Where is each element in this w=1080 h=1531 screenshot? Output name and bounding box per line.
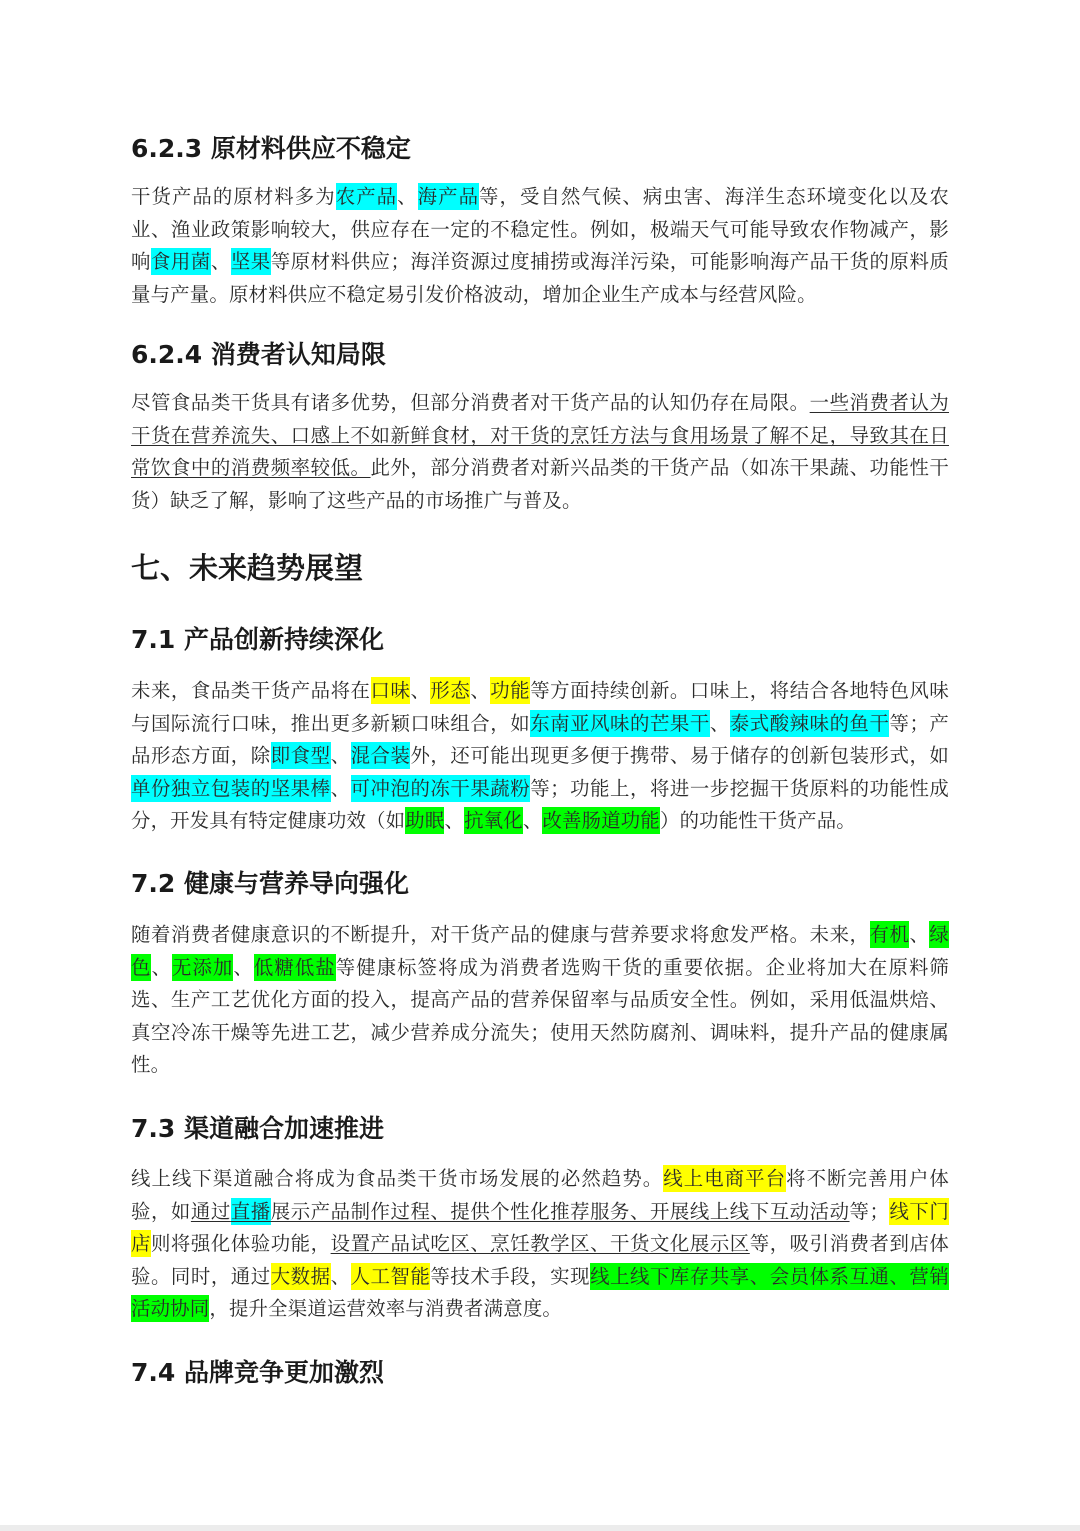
highlight-green: 抗氧化 bbox=[464, 809, 523, 832]
highlight-cyan: 即食型 bbox=[270, 744, 331, 767]
heading-7-1: 7.1 产品创新持续深化 bbox=[131, 625, 384, 654]
text-run: 等原材料供应；海洋资源过度捕捞或海洋污染，可能影响海产品干货的原料质量与产量。原材料供应不稳定易引发价格波动，增加企业生产成本与经营风险。 bbox=[131, 250, 949, 306]
text-run: 、 bbox=[909, 923, 930, 946]
heading-6-2-4: 6.2.4 消费者认知局限 bbox=[131, 340, 386, 369]
section-7-3 bbox=[131, 1114, 949, 1144]
text-run: 外，还可能出现更多便于携带、易于储存的创新包装形式，如 bbox=[410, 744, 950, 767]
highlight-cyan: 混合装 bbox=[350, 744, 411, 767]
section-7-4 bbox=[131, 1358, 949, 1388]
highlight-green: 无添加 bbox=[171, 955, 234, 979]
text-run: 尽管食品类干货具有诸多优势，但部分消费者对干货产品的认知仍存在局限。 bbox=[131, 391, 810, 414]
highlight-green: 低糖低盐 bbox=[253, 955, 336, 979]
text-run: 、 bbox=[709, 711, 730, 735]
highlight-cyan: 可冲泡的冻干果蔬粉 bbox=[350, 776, 531, 800]
text-run: 、 bbox=[444, 809, 465, 832]
highlight-green: 有机 bbox=[869, 923, 910, 946]
text-run: 未来，食品类干货产品将在 bbox=[131, 679, 371, 702]
highlight-yellow: 口味 bbox=[370, 679, 411, 702]
highlight-yellow: 人工智能 bbox=[350, 1264, 431, 1288]
underlined-text: 展示产品制作过程、提供个性化推荐服务、开展线上线下互动活动 bbox=[270, 1199, 850, 1223]
highlight-yellow: 大数据 bbox=[270, 1264, 331, 1288]
text-run: 、 bbox=[151, 955, 172, 979]
paragraph-7-2 bbox=[131, 919, 949, 1082]
text-run: 此外，部分消费者对新兴品类的干货产品（如冻干果蔬、功能性干货）缺乏了解，影响了这些产品的市场推广与普及。 bbox=[131, 456, 949, 512]
body-text bbox=[131, 1163, 949, 1326]
paragraph-7-1 bbox=[131, 675, 949, 838]
text-run: ，提升全渠道运营效率与消费者满意度。 bbox=[209, 1297, 563, 1320]
text-run: 等； bbox=[849, 1199, 890, 1223]
text-run: 则将强化体验功能， bbox=[150, 1232, 331, 1255]
highlight-cyan: 海产品 bbox=[417, 185, 480, 208]
body-text bbox=[131, 919, 949, 1082]
text-run: 、 bbox=[470, 679, 491, 702]
highlight-cyan: 食用菌 bbox=[150, 250, 211, 273]
underlined-text: 设置产品试吃区、烹饪教学区、干货文化展示区 bbox=[330, 1232, 750, 1255]
underlined-text: 通过 bbox=[190, 1199, 231, 1223]
paragraph-6-2-4 bbox=[131, 387, 949, 517]
text-run: 等，吸引消费者到店体验。同时，通过 bbox=[131, 1232, 949, 1288]
highlight-yellow: 线下门店 bbox=[131, 1199, 949, 1255]
body-text bbox=[131, 387, 949, 517]
underlined-text: 一些消费者认为干货在营养流失、口感上不如新鲜食材，对干货的烹饪方法与食用场景了解不足，导致其在日常饮食中的消费频率较低。 bbox=[131, 391, 949, 479]
text-run: 等；功能上，将进一步挖掘干货原料的功能性成分，开发具有特定健康功效（如 bbox=[131, 776, 950, 832]
chapter-7 bbox=[131, 550, 949, 586]
text-run: 、 bbox=[233, 955, 254, 979]
text-run: 、 bbox=[397, 185, 418, 208]
heading-7-4: 7.4 品牌竞争更加激烈 bbox=[131, 1358, 384, 1387]
highlight-yellow: 功能 bbox=[490, 679, 531, 702]
page-bottom-border bbox=[0, 1525, 1080, 1531]
highlight-cyan-underlined: 直播 bbox=[230, 1199, 271, 1223]
heading-6-2-3: 6.2.3 原材料供应不稳定 bbox=[131, 134, 411, 163]
highlight-green: 线上线下库存共享、会员体系互通、营销活动协同 bbox=[131, 1264, 949, 1320]
heading-7-2: 7.2 健康与营养导向强化 bbox=[131, 869, 409, 898]
highlight-green: 助眠 bbox=[405, 809, 445, 832]
text-run: 、 bbox=[522, 809, 543, 832]
text-run: 、 bbox=[330, 776, 351, 800]
section-7-2 bbox=[131, 869, 949, 899]
text-run: 线上线下渠道融合将成为食品类干货市场发展的必然趋势。 bbox=[131, 1167, 664, 1190]
highlight-green: 改善肠道功能 bbox=[542, 809, 660, 832]
text-run: 、 bbox=[410, 679, 431, 702]
highlight-cyan: 单份独立包装的坚果棒 bbox=[131, 776, 331, 800]
text-run: 、 bbox=[210, 250, 231, 273]
section-6-2-4 bbox=[131, 340, 949, 370]
text-run: 干货产品的原材料多为 bbox=[131, 185, 336, 208]
text-run: 等；产品形态方面，除 bbox=[131, 711, 949, 767]
text-run: 将不断完善用户体验，如 bbox=[131, 1167, 950, 1223]
highlight-cyan: 东南亚风味的芒果干 bbox=[530, 711, 710, 735]
text-run: 等技术手段，实现 bbox=[430, 1264, 591, 1288]
text-run: 、 bbox=[330, 1264, 351, 1288]
section-6-2-3 bbox=[131, 134, 949, 164]
text-run: 等方面持续创新。口味上，将结合各地特色风味与国际流行口味，推出更多新颖口味组合，如 bbox=[131, 679, 949, 735]
paragraph-6-2-3 bbox=[131, 181, 949, 311]
text-run: 、 bbox=[330, 744, 351, 767]
section-7-1 bbox=[131, 625, 949, 655]
highlight-yellow: 线上电商平台 bbox=[663, 1167, 787, 1190]
chapter-title: 七、未来趋势展望 bbox=[131, 551, 364, 585]
highlight-green: 绿色 bbox=[131, 923, 949, 979]
highlight-cyan: 坚果 bbox=[230, 250, 271, 273]
highlight-cyan: 农产品 bbox=[335, 185, 398, 208]
highlight-cyan: 泰式酸辣味的鱼干 bbox=[729, 711, 890, 735]
body-text bbox=[131, 181, 949, 311]
highlight-yellow: 形态 bbox=[430, 679, 471, 702]
text-run: ）的功能性干货产品。 bbox=[659, 809, 856, 832]
paragraph-7-3 bbox=[131, 1163, 949, 1326]
text-run: 等，受自然气候、病虫害、海洋生态环境变化以及农业、渔业政策影响较大，供应存在一定的不稳定性。例如，极端天气可能导致农作物减产，影响 bbox=[131, 185, 950, 273]
text-run: 等健康标签将成为消费者选购干货的重要依据。企业将加大在原料筛选、生产工艺优化方面的投入，提高产品的营养保留率与品质安全性。例如，采用低温烘焙、真空冷冻干燥等先进工艺，减少营养成分流失；使用天然防腐剂、调味料，提升产品的健康属性。 bbox=[131, 955, 950, 1076]
body-text bbox=[131, 675, 949, 838]
heading-7-3: 7.3 渠道融合加速推进 bbox=[131, 1114, 384, 1143]
text-run: 随着消费者健康意识的不断提升，对干货产品的健康与营养要求将愈发严格。未来， bbox=[131, 923, 870, 946]
